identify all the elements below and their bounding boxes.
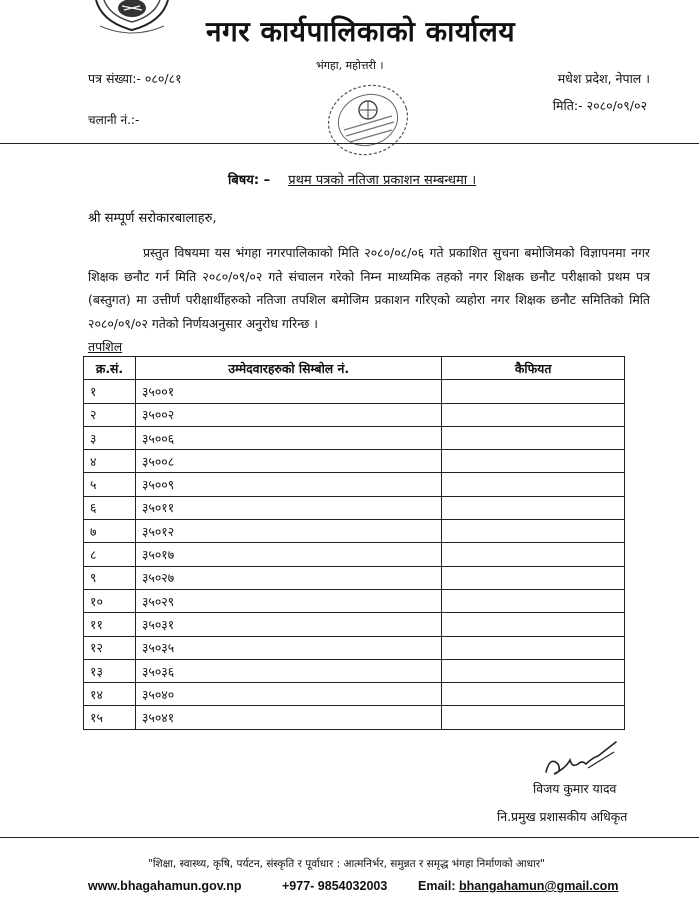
table-row bbox=[84, 380, 625, 403]
remarks-cell bbox=[442, 613, 625, 636]
header-serial: क्र.सं. bbox=[84, 357, 136, 380]
table-row bbox=[84, 473, 625, 496]
remarks-cell bbox=[442, 450, 625, 473]
table-row bbox=[84, 426, 625, 449]
phone-number: +977- 9854032003 bbox=[282, 879, 388, 893]
remarks-cell bbox=[442, 496, 625, 519]
website-link[interactable]: www.bhagahamun.gov.np bbox=[88, 879, 242, 893]
table-row bbox=[84, 659, 625, 682]
province-name: मधेश प्रदेश, नेपाल । bbox=[557, 71, 650, 86]
table-row bbox=[84, 496, 625, 519]
table-row bbox=[84, 589, 625, 612]
remarks-cell bbox=[442, 683, 625, 706]
symbol-cell: ३५०४० bbox=[135, 683, 441, 706]
remarks-cell bbox=[442, 659, 625, 682]
serial-cell: ३ bbox=[84, 426, 136, 449]
symbol-cell: ३५०११ bbox=[135, 496, 441, 519]
serial-cell: १ bbox=[84, 380, 136, 403]
symbol-cell: ३५०४१ bbox=[135, 706, 441, 729]
serial-cell: ४ bbox=[84, 450, 136, 473]
serial-cell: १३ bbox=[84, 659, 136, 682]
table-row bbox=[84, 450, 625, 473]
email-contact bbox=[418, 879, 618, 893]
symbol-cell: ३५००१ bbox=[135, 380, 441, 403]
email-link[interactable]: bhangahamun@gmail.com bbox=[459, 879, 619, 893]
serial-cell: ९ bbox=[84, 566, 136, 589]
results-table bbox=[83, 356, 625, 730]
symbol-cell: ३५००६ bbox=[135, 426, 441, 449]
remarks-cell bbox=[442, 473, 625, 496]
serial-cell: ८ bbox=[84, 543, 136, 566]
remarks-cell bbox=[442, 706, 625, 729]
remarks-cell bbox=[442, 403, 625, 426]
remarks-cell bbox=[442, 589, 625, 612]
table-row bbox=[84, 613, 625, 636]
serial-cell: १५ bbox=[84, 706, 136, 729]
symbol-cell: ३५००२ bbox=[135, 403, 441, 426]
symbol-cell: ३५०२७ bbox=[135, 566, 441, 589]
remarks-cell bbox=[442, 426, 625, 449]
letter-date: मिति:- २०८०/०९/०२ bbox=[552, 98, 647, 113]
header-divider bbox=[0, 143, 699, 144]
dispatch-number: चलानी नं.:- bbox=[88, 113, 140, 127]
table-row bbox=[84, 683, 625, 706]
symbol-cell: ३५००८ bbox=[135, 450, 441, 473]
email-label: Email: bbox=[418, 879, 456, 893]
office-title: नगर कार्यपालिकाको कार्यालय bbox=[206, 15, 516, 48]
symbol-cell: ३५०३६ bbox=[135, 659, 441, 682]
government-emblem-icon bbox=[92, 0, 172, 34]
details-label: तपशिल bbox=[88, 339, 123, 354]
salutation: श्री सम्पूर्ण सरोकारबालाहरु, bbox=[88, 211, 217, 226]
symbol-cell: ३५०१२ bbox=[135, 520, 441, 543]
symbol-cell: ३५०१७ bbox=[135, 543, 441, 566]
office-stamp-icon bbox=[322, 80, 414, 162]
subject-line bbox=[228, 170, 476, 188]
table-row bbox=[84, 566, 625, 589]
symbol-cell: ३५०३५ bbox=[135, 636, 441, 659]
letter-number: पत्र संख्या:- ०८०/८१ bbox=[88, 71, 182, 86]
table-body bbox=[84, 380, 625, 729]
remarks-cell bbox=[442, 543, 625, 566]
symbol-cell: ३५०३१ bbox=[135, 613, 441, 636]
signatory-name: विजय कुमार यादव bbox=[533, 781, 617, 796]
table-row bbox=[84, 706, 625, 729]
header-remarks: कैफियत bbox=[442, 357, 625, 380]
serial-cell: १४ bbox=[84, 683, 136, 706]
signatory-title: नि.प्रमुख प्रशासकीय अधिकृत bbox=[497, 809, 628, 824]
footer-divider bbox=[0, 837, 699, 838]
serial-cell: ५ bbox=[84, 473, 136, 496]
table-header-row bbox=[84, 357, 625, 380]
body-paragraph: प्रस्तुत विषयमा यस भंगहा नगरपालिकाको मिति २०८०/०८/०६ गते प्रकाशित सुचना बमोजिमको विज्ञापनमा नगर शिक्षक छनौट गर्न मिति २०८०/०९/०२ गते संचालन गरेको निम्न माध्यमिक तहको नगर शिक्षक छनौट परीक्षाको प्रथम पत्र (बस्तुगत) मा उत्तीर्ण परीक्षार्थीहरुको नतिजा तपशिल बमोजिम प्रकाशन गरिएको व्यहोरा नगर शिक्षक छनौट समितिको मिति २०८०/०९/०२ गतेको निर्णयअनुसार अनुरोध गरिन्छ । bbox=[88, 245, 650, 331]
serial-cell: ११ bbox=[84, 613, 136, 636]
subject-text: प्रथम पत्रको नतिजा प्रकाशन सम्बन्धमा । bbox=[288, 173, 477, 188]
serial-cell: १० bbox=[84, 589, 136, 612]
table-row bbox=[84, 543, 625, 566]
remarks-cell bbox=[442, 520, 625, 543]
remarks-cell bbox=[442, 636, 625, 659]
remarks-cell bbox=[442, 566, 625, 589]
serial-cell: २ bbox=[84, 403, 136, 426]
symbol-cell: ३५०२९ bbox=[135, 589, 441, 612]
subject-label: बिषय: – bbox=[228, 173, 271, 188]
symbol-cell: ३५००९ bbox=[135, 473, 441, 496]
remarks-cell bbox=[442, 380, 625, 403]
table-row bbox=[84, 403, 625, 426]
table-row bbox=[84, 636, 625, 659]
serial-cell: ६ bbox=[84, 496, 136, 519]
table-row bbox=[84, 520, 625, 543]
office-location: भंगहा, महोत्तरी । bbox=[316, 59, 384, 72]
footer-motto: "शिक्षा, स्वास्थ्य, कृषि, पर्यटन, संस्कृति र पूर्वाधार : आत्मनिर्भर, समुन्नत र समृद्ध भंगहा निर्माणको आधार" bbox=[148, 858, 545, 870]
serial-cell: ७ bbox=[84, 520, 136, 543]
header-symbol-number: उम्मेदवारहरुको सिम्बोल नं. bbox=[135, 357, 441, 380]
serial-cell: १२ bbox=[84, 636, 136, 659]
